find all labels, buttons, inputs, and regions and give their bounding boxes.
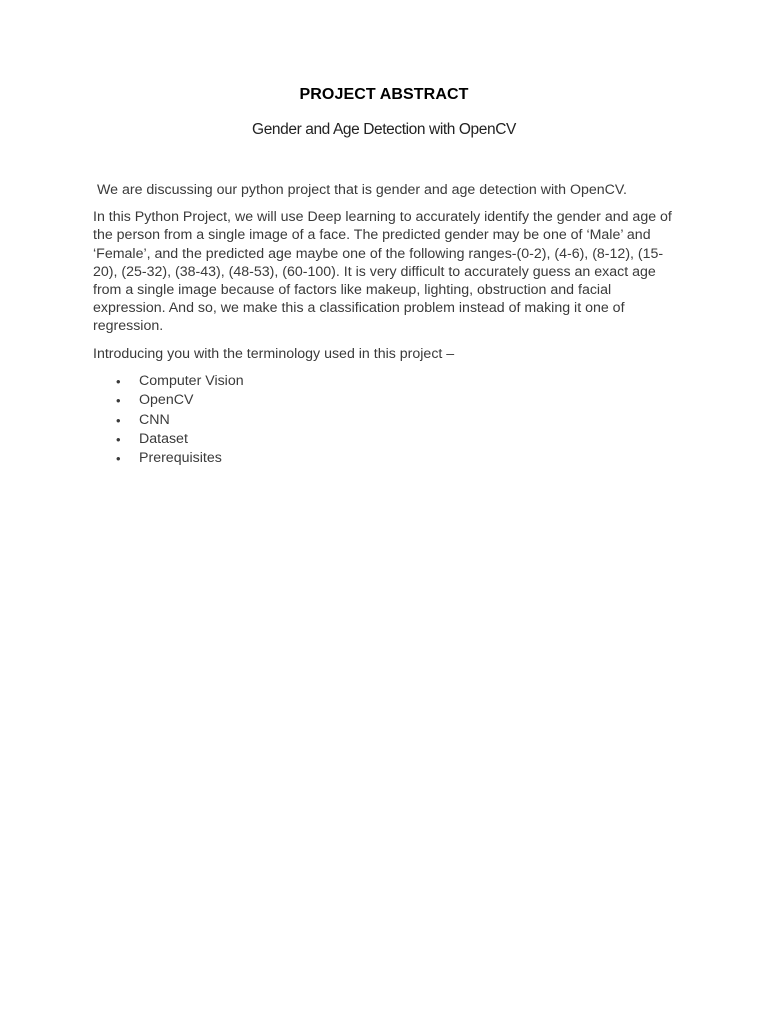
document-title: PROJECT ABSTRACT xyxy=(299,86,469,103)
list-item xyxy=(93,411,678,430)
term-label: CNN xyxy=(139,411,170,428)
term-label: OpenCV xyxy=(139,392,194,409)
intro-paragraph: We are discussing our python project that is gender and age detection with OpenCV. xyxy=(97,182,627,198)
bullet-icon: • xyxy=(116,451,121,467)
list-item xyxy=(93,391,678,410)
list-item xyxy=(93,372,678,391)
list-item xyxy=(93,430,678,449)
document-subtitle: Gender and Age Detection with OpenCV xyxy=(252,121,516,138)
term-label: Dataset xyxy=(139,431,188,447)
document-body xyxy=(93,181,678,469)
terminology-list xyxy=(93,372,678,469)
bullet-icon: • xyxy=(116,432,121,447)
terminology-intro: Introducing you with the terminology used in this project – xyxy=(93,345,455,362)
description-paragraph: In this Python Project, we will use Deep learning to accurately identify the gender and age of the person from a single image of a face. The predicted gender may be one of ‘Male’ and ‘Female’, and the predicted age maybe one of the following ranges-(0-2), (4-6), (8-12), (15-20), (25-32), (38-43), (48-53), (60-100). It is very difficult to accurately guess an exact age from a single image because of factors like makeup, lighting, obstruction and facial expression. And so, we make this a classification problem instead of making it one of regression. xyxy=(93,209,672,335)
list-item xyxy=(93,449,678,468)
term-label: Prerequisites xyxy=(139,450,222,467)
bullet-icon: • xyxy=(116,393,121,409)
bullet-icon: • xyxy=(116,373,121,389)
term-label: Computer Vision xyxy=(139,372,244,389)
bullet-icon: • xyxy=(116,412,121,428)
